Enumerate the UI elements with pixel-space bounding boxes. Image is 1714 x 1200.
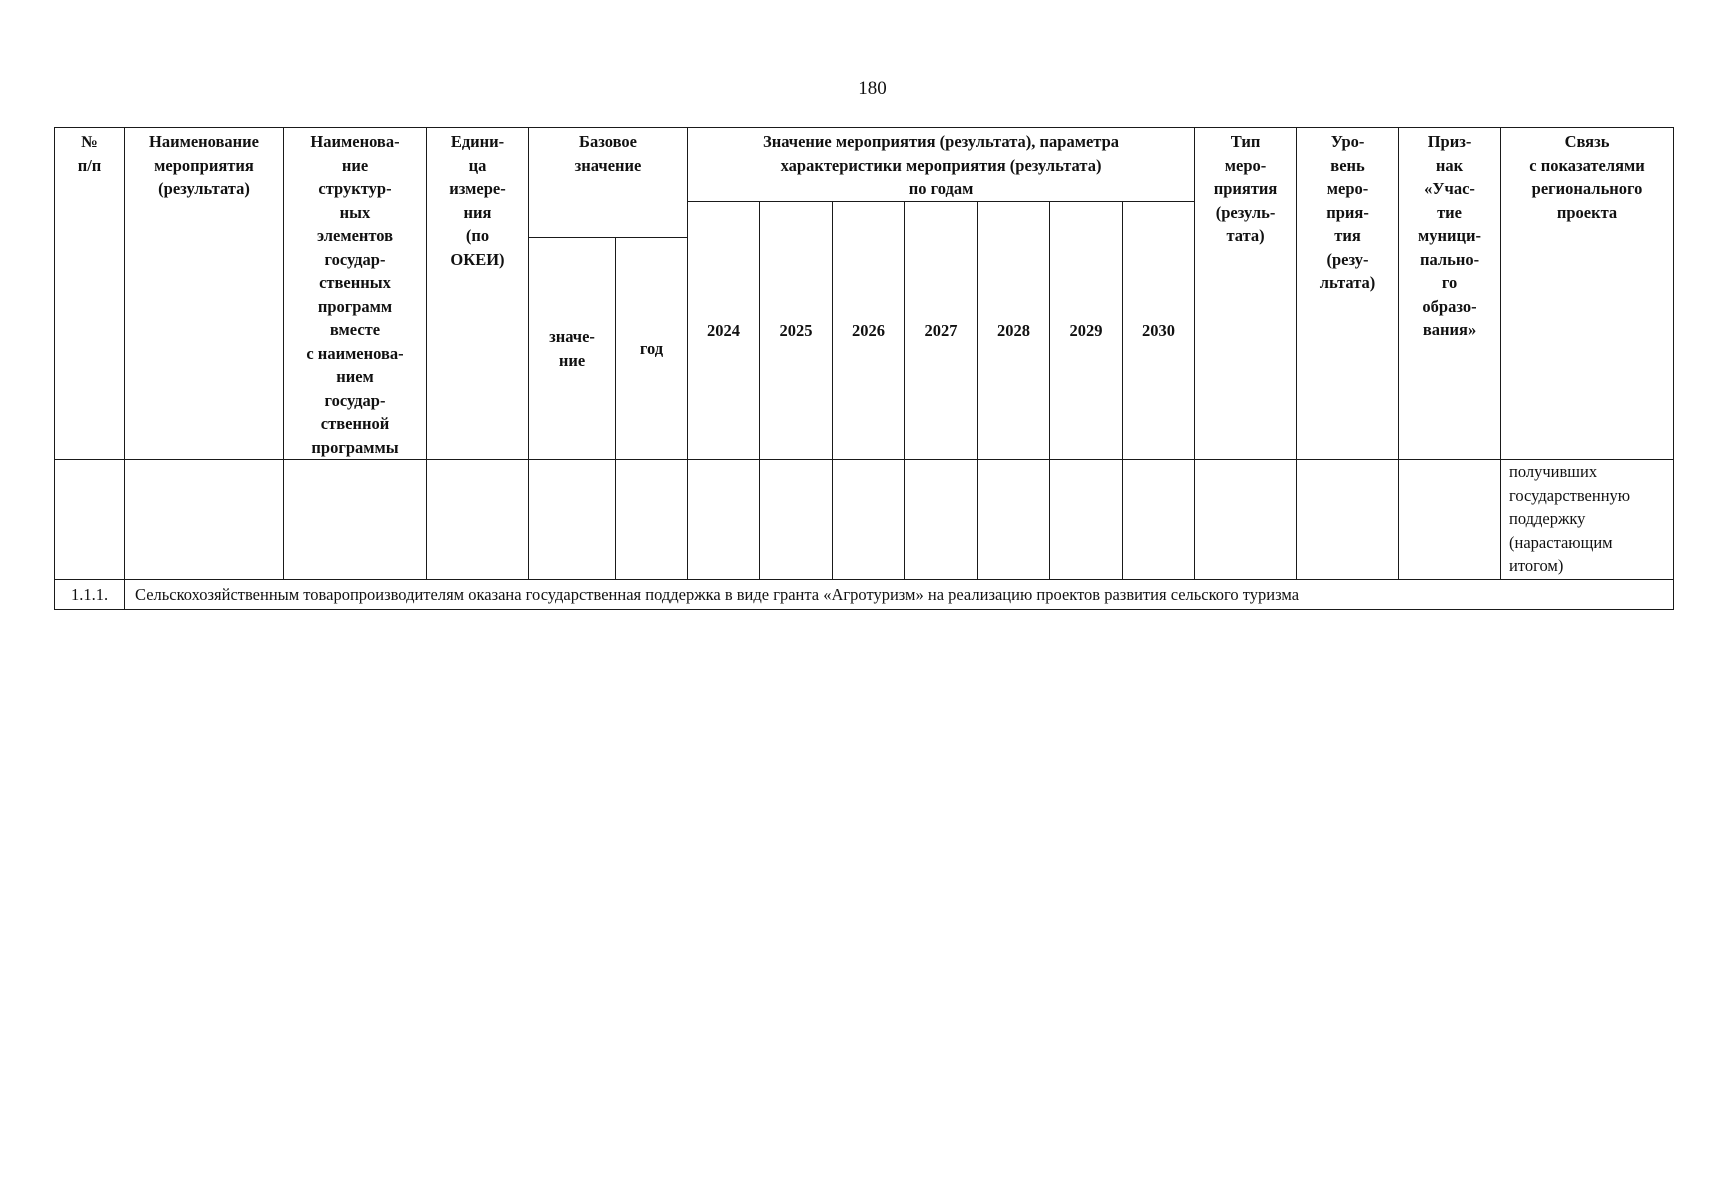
cell-empty (125, 460, 284, 580)
event-row (55, 580, 1674, 610)
header-year-2029: 2029 (1050, 202, 1123, 460)
continuation-row (55, 460, 1674, 580)
page-number: 180 (858, 78, 887, 99)
cell-empty (55, 460, 125, 580)
cell-empty (1297, 460, 1399, 580)
cell-empty (1050, 460, 1123, 580)
header-year-2024: 2024 (688, 202, 760, 460)
header-number: № п/п (55, 128, 125, 460)
header-base-value-value: значе- ние (529, 238, 616, 460)
cell-empty (284, 460, 427, 580)
header-year-2028: 2028 (978, 202, 1050, 460)
header-municipal-participation: Приз- нак «Учас- тие муници- пально- го образо- вания» (1399, 128, 1501, 460)
cell-empty (833, 460, 905, 580)
cell-empty (1399, 460, 1501, 580)
header-year-2025: 2025 (760, 202, 833, 460)
header-unit: Едини- ца измере- ния (по ОКЕИ) (427, 128, 529, 460)
cell-empty (760, 460, 833, 580)
header-base-value: Базовое значение (529, 128, 688, 238)
header-structural-elements: Наименова- ние структур- ных элементов государ- ственных программ вместе с наименова- нием государ- ственной программы (284, 128, 427, 460)
header-year-2026: 2026 (833, 202, 905, 460)
header-base-value-year: год (616, 238, 688, 460)
cell-regional-project-link: получивших государственную поддержку (нарастающим итогом) (1501, 460, 1674, 580)
header-values-by-year: Значение мероприятия (результата), параметра характеристики мероприятия (результата) по годам (688, 128, 1195, 202)
events-table (54, 127, 1674, 610)
cell-empty (978, 460, 1050, 580)
cell-empty (688, 460, 760, 580)
header-event-name: Наименование мероприятия (результата) (125, 128, 284, 460)
cell-empty (1123, 460, 1195, 580)
header-year-2027: 2027 (905, 202, 978, 460)
cell-empty (427, 460, 529, 580)
event-description: Сельскохозяйственным товаропроизводителям оказана государственная поддержка в виде гранта «Агротуризм» на реализацию проектов развития сельского туризма (125, 580, 1674, 610)
cell-empty (616, 460, 688, 580)
event-number: 1.1.1. (55, 580, 125, 610)
header-regional-project-link: Связь с показателями регионального проекта (1501, 128, 1674, 460)
header-event-type: Тип меро- приятия (резуль- тата) (1195, 128, 1297, 460)
cell-empty (529, 460, 616, 580)
header-event-level: Уро- вень меро- прия- тия (резу- льтата) (1297, 128, 1399, 460)
cell-empty (1195, 460, 1297, 580)
header-row-1 (55, 128, 1674, 202)
cell-empty (905, 460, 978, 580)
header-year-2030: 2030 (1123, 202, 1195, 460)
